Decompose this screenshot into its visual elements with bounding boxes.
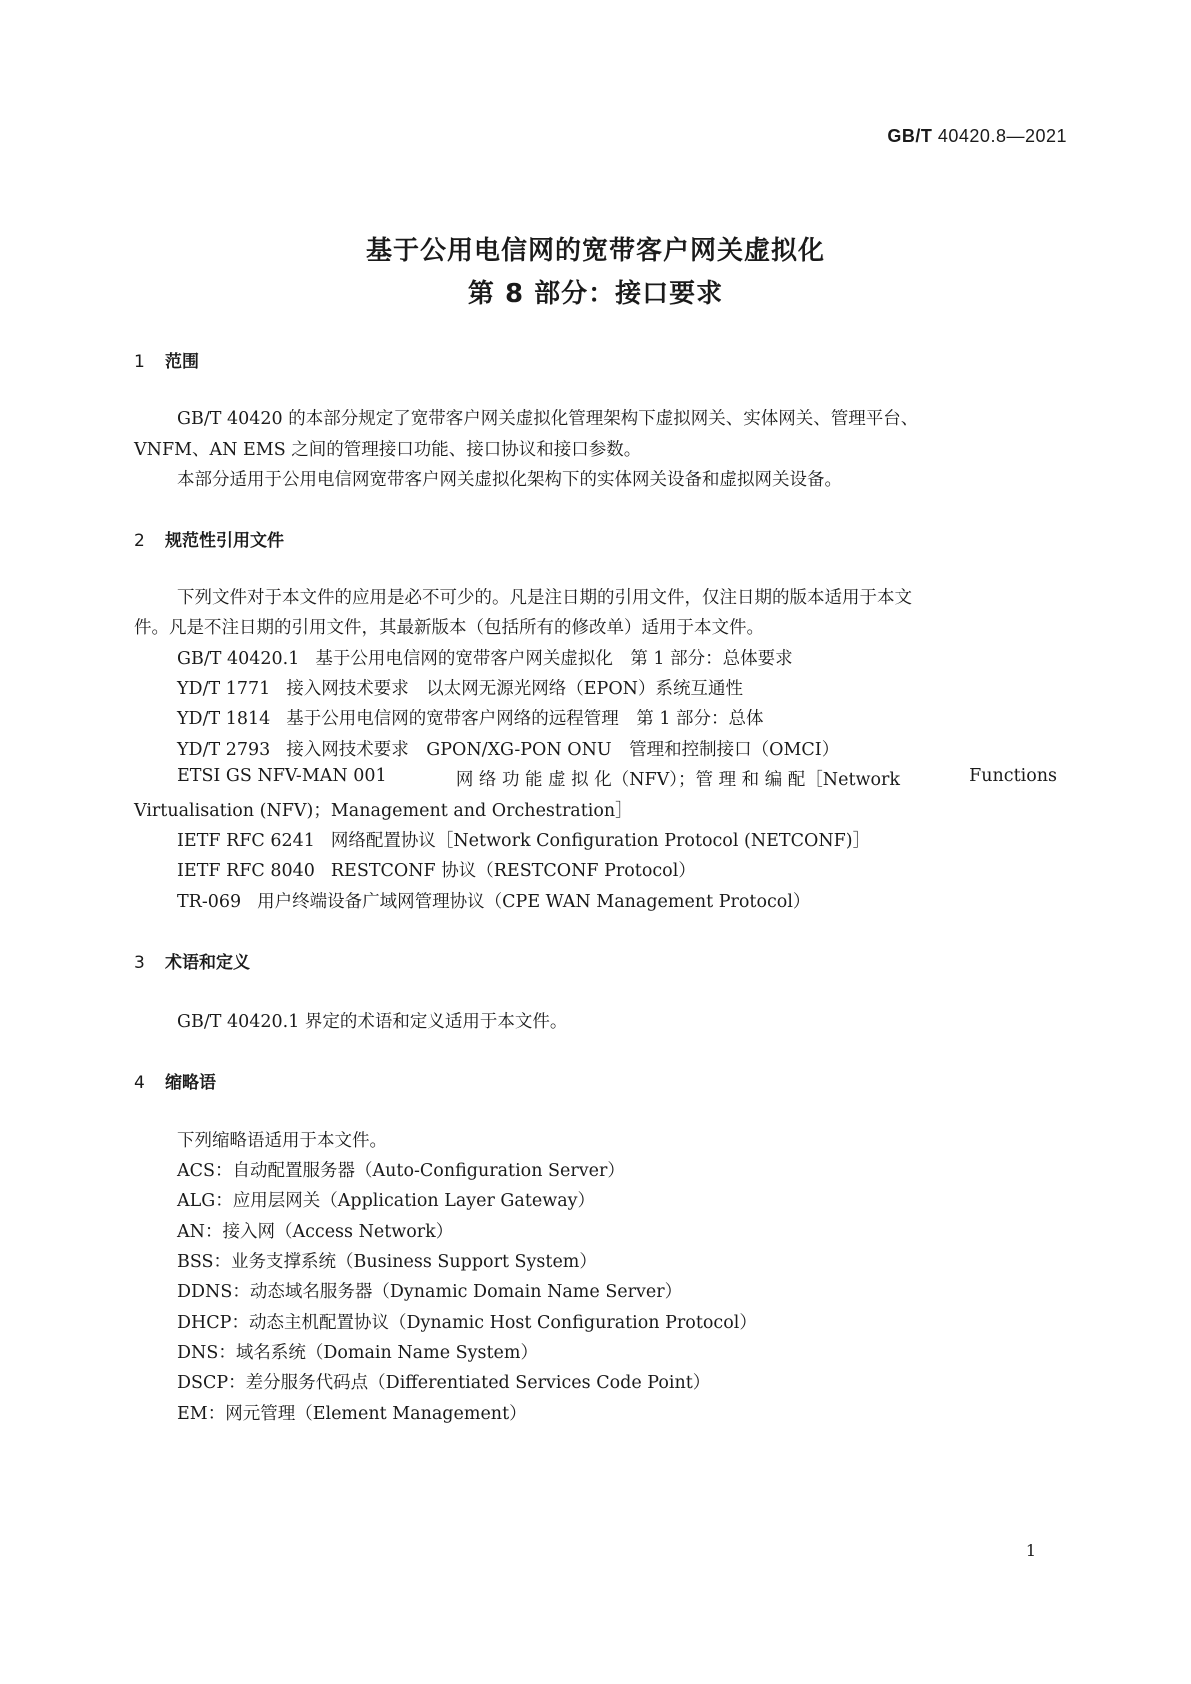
ref-title-end: Functions [969,766,1057,786]
section-title: 术语和定义 [165,953,250,973]
ref-item [177,888,810,913]
document-title-line2: 第 8 部分：接口要求 [467,279,724,309]
section-number: 2 [134,531,145,551]
terms-paragraph: GB/T 40420.1 界定的术语和定义适用于本文件。 [177,1012,568,1032]
ref-title: 基于公用电信网的宽带客户网络的远程管理 第 1 部分：总体 [286,709,764,729]
ref-item-etsi-line1 [177,766,1057,791]
abbr-intro: 下列缩略语适用于本文件。 [177,1131,387,1151]
section-heading-2 [134,526,284,551]
abbr-item: DDNS：动态域名服务器（Dynamic Domain Name Server） [177,1282,683,1302]
ref-code: IETF RFC 8040 [177,861,315,881]
document-title-line1: 基于公用电信网的宽带客户网关虚拟化 [365,236,825,266]
ref-item [177,827,870,852]
ref-title: 基于公用电信网的宽带客户网关虚拟化 第 1 部分：总体要求 [315,649,793,669]
refs-intro-line2: 件。凡是不注日期的引用文件，其最新版本（包括所有的修改单）适用于本文件。 [134,618,764,638]
abbr-item: ACS：自动配置服务器（Auto-Configuration Server） [177,1161,625,1181]
ref-item [177,705,764,730]
section-title: 缩略语 [165,1073,216,1093]
abbr-item: DSCP：差分服务代码点（Differentiated Services Code Point） [177,1373,711,1393]
section-number: 1 [134,352,145,372]
ref-code: YD/T 1814 [177,709,271,729]
abbr-item: AN：接入网（Access Network） [177,1222,454,1242]
abbr-item: EM：网元管理（Element Management） [177,1404,527,1424]
ref-item [177,645,793,670]
standard-prefix: GB/T [887,126,933,146]
section-title: 范围 [165,352,199,372]
scope-paragraph-line1 [177,405,1057,430]
abbr-item: DHCP：动态主机配置协议（Dynamic Host Configuration Protocol） [177,1313,757,1333]
ref-code: YD/T 1771 [177,679,271,699]
section-title: 规范性引用文件 [165,531,284,551]
ref-title: 网 络 功 能 虚 拟 化（NFV）；管 理 和 编 配［Network [455,770,900,790]
section-heading-3 [134,948,250,973]
ref-code: IETF RFC 6241 [177,831,315,851]
abbr-item: BSS：业务支撑系统（Business Support System） [177,1252,597,1272]
ref-item-etsi-line2: Virtualisation (NFV)；Management and Orchestration］ [134,801,633,821]
abbr-item: ALG：应用层网关（Application Layer Gateway） [177,1191,596,1211]
scope-paragraph-line2: VNFM、AN EMS 之间的管理接口功能、接口协议和接口参数。 [134,440,642,460]
ref-title: 用户终端设备广域网管理协议（CPE WAN Management Protocol） [257,892,811,912]
abbr-item: DNS：域名系统（Domain Name System） [177,1343,538,1363]
ref-item [177,675,743,700]
ref-code: ETSI GS NFV-MAN 001 [177,766,387,786]
ref-title: 接入网技术要求 以太网无源光网络（EPON）系统互通性 [286,679,743,699]
ref-code: YD/T 2793 [177,740,271,760]
section-heading-4 [134,1068,216,1093]
ref-code: GB/T 40420.1 [177,649,300,669]
text-run: GB/T 40420 的本部分规定了宽带客户网关虚拟化管理架构下虚拟网关、实体网关、管理平台、 [177,409,919,429]
refs-intro-line1: 下列文件对于本文件的应用是必不可少的。凡是注日期的引用文件，仅注日期的版本适用于本文 [177,588,912,608]
ref-code: TR-069 [177,892,242,912]
section-number: 3 [134,953,145,973]
page-number: 1 [1025,1541,1036,1560]
section-number: 4 [134,1073,145,1093]
ref-item [177,857,696,882]
standard-code [887,126,1067,147]
ref-title: 网络配置协议［Network Configuration Protocol (NETCONF)］ [330,831,871,851]
section-heading-1 [134,347,199,372]
ref-title: RESTCONF 协议（RESTCONF Protocol） [330,861,696,881]
scope-paragraph-2: 本部分适用于公用电信网宽带客户网关虚拟化架构下的实体网关设备和虚拟网关设备。 [177,470,842,490]
standard-number: 40420.8—2021 [937,126,1067,146]
ref-title: 接入网技术要求 GPON/XG-PON ONU 管理和控制接口（OMCI） [286,740,840,760]
ref-item [177,736,839,761]
